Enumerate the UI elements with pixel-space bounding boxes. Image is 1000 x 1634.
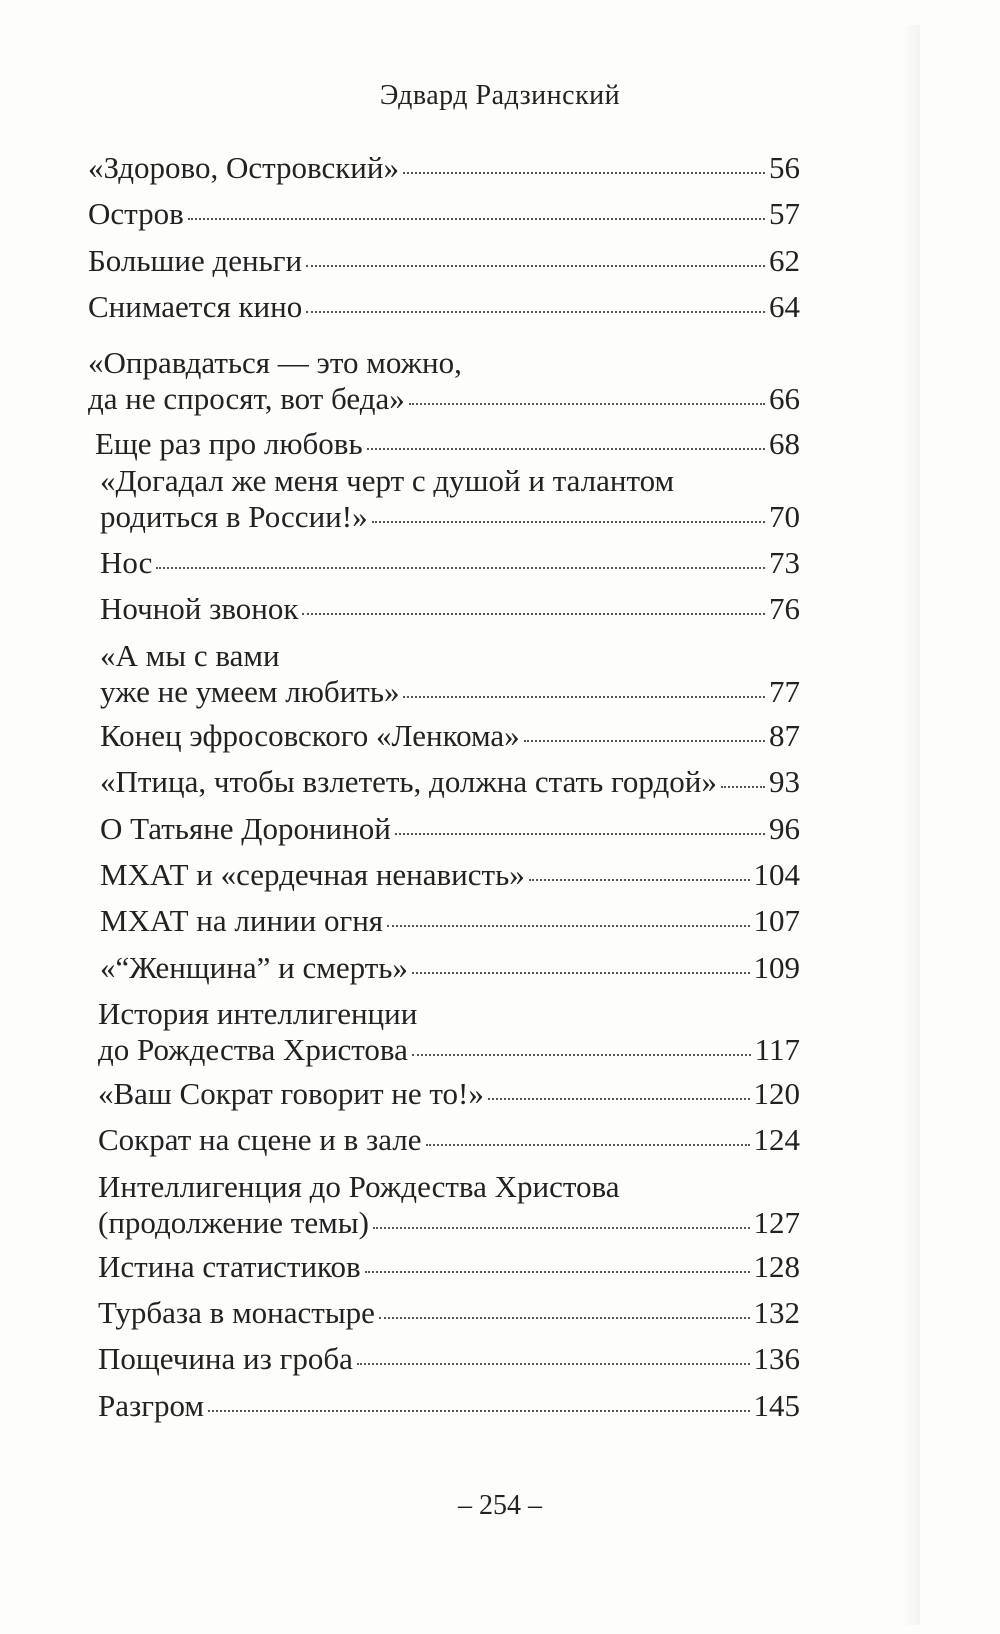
toc-entry-row: [100, 764, 800, 800]
toc-entry: [98, 1341, 800, 1377]
toc-entry-title: «Птица, чтобы взлететь, должна стать гордой»: [100, 764, 717, 799]
running-header: Эдвард Радзинский: [379, 80, 621, 111]
toc-entry-title: Снимается кино: [88, 289, 303, 324]
toc-entry-page: 64: [769, 289, 800, 324]
toc-entry-page: 117: [754, 1032, 800, 1067]
dot-leader: [412, 1054, 751, 1056]
toc-entry-page: 87: [769, 718, 800, 753]
toc-entry-title: да не спросят, вот беда»: [88, 381, 405, 416]
toc-entry-row: [98, 1122, 800, 1158]
toc-entry-row: [95, 426, 800, 462]
toc-entry-title: Нос: [100, 545, 153, 580]
toc-entry-page: 107: [753, 903, 800, 938]
dot-leader: [302, 613, 765, 615]
toc-entry-title: Сократ на сцене и в зале: [98, 1122, 422, 1157]
toc-entry-row: [100, 903, 800, 939]
toc-entry-title: О Татьяне Дорониной: [100, 811, 391, 846]
toc-entry-title: Конец эфросовского «Ленкома»: [100, 718, 520, 753]
dot-leader: [488, 1098, 750, 1100]
dot-leader: [357, 1363, 750, 1365]
toc-entry-title: Разгром: [98, 1388, 204, 1423]
toc-entry: [98, 996, 800, 1068]
toc-entry-row: [98, 1388, 800, 1424]
toc-entry: [88, 289, 800, 325]
dot-leader: [379, 1317, 750, 1319]
toc-entry: [98, 1076, 800, 1112]
dot-leader: [188, 218, 765, 220]
toc-entry-title: до Рождества Христова: [98, 1032, 408, 1067]
toc-entry-title: Ночной звонок: [100, 591, 299, 626]
toc-entry: [98, 1388, 800, 1424]
toc-entry-title-line: История интеллигенции: [98, 996, 418, 1031]
toc-entry: [100, 811, 800, 847]
toc-entry-title: Пощечина из гроба: [98, 1341, 353, 1376]
toc-entry: [100, 764, 800, 800]
toc-entry-page: 128: [753, 1249, 800, 1284]
toc-entry-title: Большие деньги: [88, 243, 303, 278]
dot-leader: [208, 1410, 750, 1412]
toc-entry-page: 93: [769, 764, 800, 799]
toc-entry: [100, 591, 800, 627]
toc-entry-row: [88, 196, 800, 232]
toc-entry-row: [98, 1341, 800, 1377]
toc-entry-page: 96: [769, 811, 800, 846]
toc-entry: [95, 426, 800, 462]
toc-entry: [100, 903, 800, 939]
toc-entry-row: [100, 591, 800, 627]
toc-entry-row: [100, 545, 800, 581]
toc-entry-title: МХАТ и «сердечная ненависть»: [100, 857, 525, 892]
dot-leader: [365, 1271, 750, 1273]
toc-entry-title-line: «Догадал же меня черт с душой и талантом: [100, 463, 675, 498]
toc-entry-title: уже не умеем любить»: [100, 674, 400, 709]
toc-entry-page: 57: [769, 196, 800, 231]
dot-leader: [524, 740, 765, 742]
toc-entry-page: 127: [753, 1205, 800, 1240]
toc-entry-page: 66: [769, 381, 800, 416]
toc-entry-row: [100, 857, 800, 893]
toc-entry-page: 124: [753, 1122, 800, 1157]
toc-entry-row: [98, 1032, 800, 1068]
toc-entry-title: Остров: [88, 196, 184, 231]
toc-entry: [100, 950, 800, 986]
dot-leader: [367, 448, 765, 450]
toc-entry-page: 145: [753, 1388, 800, 1423]
toc-entry: [100, 857, 800, 893]
toc-entry: [100, 718, 800, 754]
toc-entry: [98, 1169, 800, 1241]
toc-entry-page: 62: [769, 243, 800, 278]
dot-leader: [306, 265, 765, 267]
toc-entry-page: 104: [753, 857, 800, 892]
toc-entry-row: [100, 674, 800, 710]
dot-leader: [395, 833, 765, 835]
dot-leader: [529, 879, 750, 881]
dot-leader: [412, 972, 750, 974]
toc-entry-row: [98, 1295, 800, 1331]
toc-entry-row: [100, 811, 800, 847]
toc-entry-title: «Ваш Сократ говорит не то!»: [98, 1076, 484, 1111]
dot-leader: [409, 403, 765, 405]
toc-entry-row: [88, 381, 800, 417]
toc-entry-page: 68: [769, 426, 800, 461]
toc-entry-page: 76: [769, 591, 800, 626]
toc-entry-title: «“Женщина” и смерть»: [100, 950, 408, 985]
toc-entry-title: родиться в России!»: [100, 499, 368, 534]
toc-entry: [88, 345, 800, 417]
toc-entry-page: 109: [753, 950, 800, 985]
toc-entry-row: [100, 718, 800, 754]
toc-entry: [100, 545, 800, 581]
dot-leader: [156, 567, 765, 569]
toc-entry-page: 132: [753, 1295, 800, 1330]
toc-entry-title: Турбаза в монастыре: [98, 1295, 375, 1330]
toc-entry-title: (продолжение темы): [98, 1205, 369, 1240]
toc-entry: [98, 1295, 800, 1331]
toc-entry-title-line: «Оправдаться — это можно,: [88, 345, 462, 380]
toc-entry-row: [98, 1249, 800, 1285]
dot-leader: [403, 172, 765, 174]
toc-entry-page: 136: [753, 1341, 800, 1376]
toc-entry: [98, 1249, 800, 1285]
toc-entry: [100, 638, 800, 710]
dot-leader: [426, 1144, 750, 1146]
page-number: – 254 –: [458, 1490, 542, 1521]
toc-entry-row: [88, 289, 800, 325]
dot-leader: [372, 521, 765, 523]
toc-entry: [88, 196, 800, 232]
page-edge-shadow: [902, 25, 920, 1625]
toc-entry: [88, 150, 800, 186]
toc-entry-row: [100, 499, 800, 535]
toc-entry-title: Еще раз про любовь: [95, 426, 363, 461]
toc-entry-title: МХАТ на линии огня: [100, 903, 384, 938]
toc-entry-title: Истина статистиков: [98, 1249, 361, 1284]
dot-leader: [306, 311, 765, 313]
toc-entry-title-line: «А мы с вами: [100, 638, 280, 673]
dot-leader: [373, 1227, 750, 1229]
toc-entry-title-line: Интеллигенция до Рождества Христова: [98, 1169, 620, 1204]
toc-entry-row: [98, 1205, 800, 1241]
toc-entry-page: 77: [769, 674, 800, 709]
toc-entry-row: [98, 1076, 800, 1112]
dot-leader: [721, 786, 765, 788]
toc-entry-row: [88, 150, 800, 186]
toc-entry-page: 56: [769, 150, 800, 185]
toc-entry-title: «Здорово, Островский»: [88, 150, 399, 185]
toc-entry-page: 70: [769, 499, 800, 534]
toc-entry: [88, 243, 800, 279]
toc-entry-page: 73: [769, 545, 800, 580]
toc-entry-row: [88, 243, 800, 279]
toc-entry-row: [100, 950, 800, 986]
toc-entry: [98, 1122, 800, 1158]
toc-entry-page: 120: [753, 1076, 800, 1111]
toc-entry: [100, 463, 800, 535]
dot-leader: [403, 696, 765, 698]
dot-leader: [387, 925, 749, 927]
